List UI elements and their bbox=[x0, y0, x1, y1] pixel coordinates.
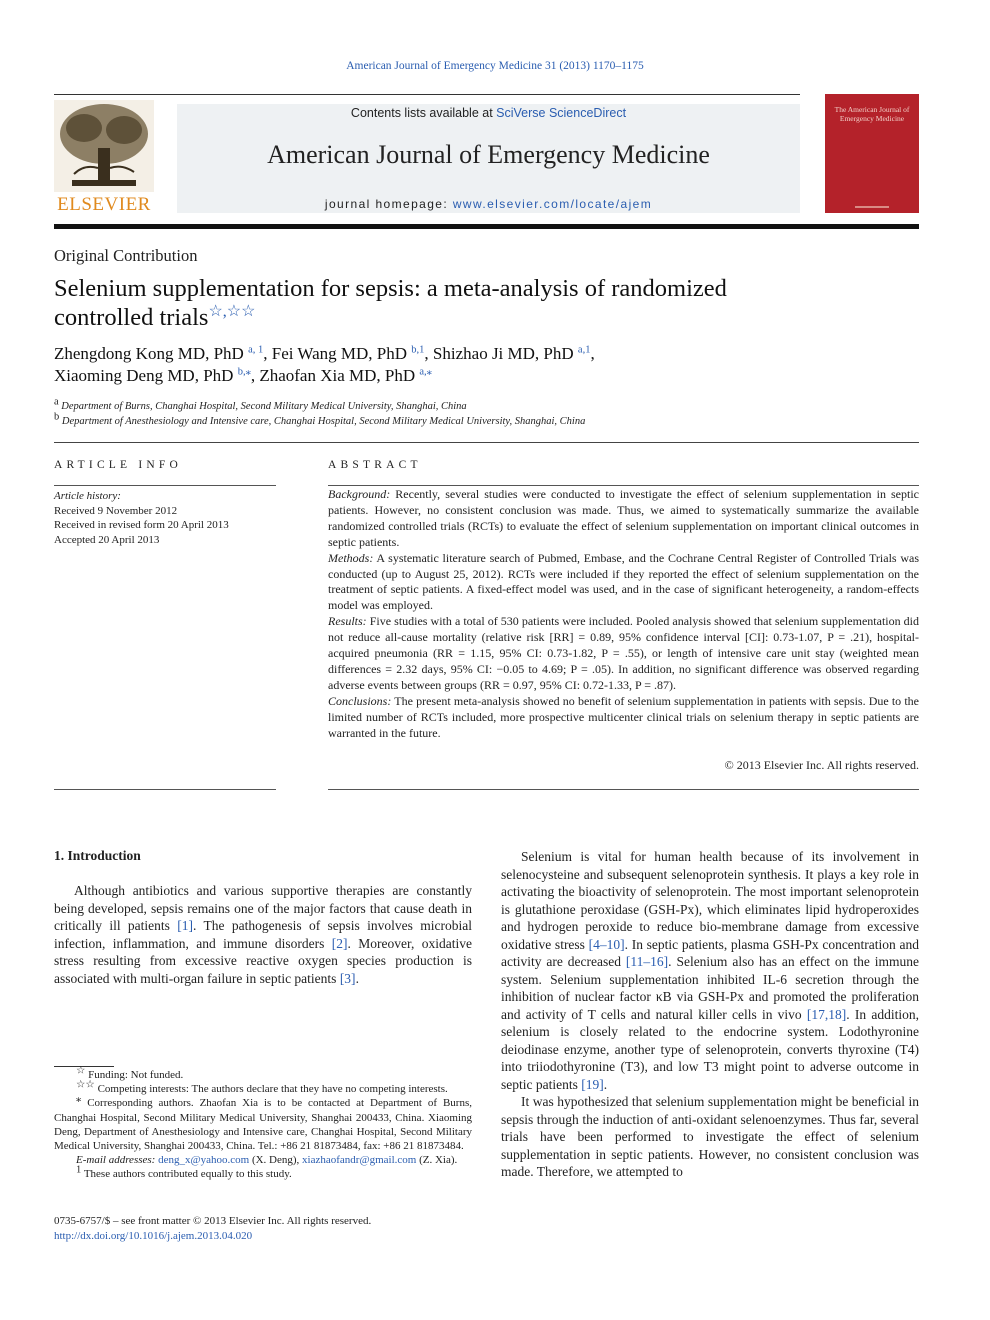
article-info-rule bbox=[54, 485, 276, 486]
author-name: Fei Wang MD, PhD bbox=[271, 344, 408, 363]
received-date: Received 9 November 2012 bbox=[54, 504, 178, 517]
author-sep: , bbox=[424, 344, 433, 363]
reference-link[interactable]: [19] bbox=[581, 1076, 604, 1092]
body-column-right bbox=[501, 848, 919, 1181]
footnote-mark: ⁎ bbox=[76, 1093, 82, 1105]
affiliation-a bbox=[54, 396, 585, 414]
author-name: Zhengdong Kong MD, PhD bbox=[54, 344, 244, 363]
email-link[interactable]: xiazhaofandr@gmail.com bbox=[302, 1154, 417, 1167]
abstract-conclusions bbox=[328, 694, 919, 742]
elsevier-wordmark: ELSEVIER bbox=[57, 194, 151, 215]
body-text: Selenium is vital for human health because of its involvement in selenocysteine and subsequent selenoprotein synthesis. It plays a key role in activating the bioactivity of selenoprotein. The most important selenoprotein is glutathione peroxidase (GSH-Px), which eliminates lipid hydroperoxides and hydrogen peroxide to reduce bio-membrane damage from excessive oxidative stress bbox=[501, 849, 919, 952]
footnote-corresponding bbox=[54, 1093, 473, 1153]
abstract-text: Recently, several studies were conducted to investigate the effect of selenium supplementation in septic patients. However, no consistent conclusion was made. Thus, we aimed to systematically summarize the available randomized controlled trials (RCTs) to evaluate the effect of selenium supplementation on important clinical outcomes in septic patients. bbox=[328, 487, 920, 549]
author-name: Xiaoming Deng MD, PhD bbox=[54, 366, 234, 385]
footnote-mark: 1 bbox=[76, 1164, 82, 1176]
history-label: Article history: bbox=[54, 490, 121, 502]
author-name: Zhaofan Xia MD, PhD bbox=[259, 366, 416, 385]
homepage-link[interactable]: www.elsevier.com/locate/ajem bbox=[452, 197, 653, 211]
footnote-funding bbox=[54, 1065, 472, 1082]
title-line-1: Selenium supplementation for sepsis: a meta-analysis of randomized bbox=[54, 275, 727, 302]
affiliation-text: Department of Burns, Changhai Hospital, Second Military Medical University, Shanghai, China bbox=[61, 401, 467, 412]
sciencedirect-link[interactable]: SciVerse ScienceDirect bbox=[496, 106, 627, 120]
header-thick-rule bbox=[54, 224, 919, 229]
footnote-text: Corresponding authors. Zhaofan Xia is to be contacted at Department of Burns, Changhai Hospital, Second Military Medical University, Shanghai 200433, China. Xiaoming Deng, Department of Anesthesiology and Intensive care, Changhai Hospital, Second Military Medical University, Shanghai 200433, China. Tel.: +86 21 81873484, fax: +86 21 81873484. bbox=[54, 1097, 473, 1153]
reference-link[interactable]: [4–10] bbox=[588, 936, 625, 952]
affiliation-mark: a bbox=[54, 396, 59, 408]
affiliations bbox=[54, 396, 586, 429]
doi-link[interactable]: http://dx.doi.org/10.1016/j.ajem.2013.04.020 bbox=[54, 1229, 253, 1242]
body-text: . Moreover, oxidative stress resulting from excessive reactive oxygen species production is associated with multi-organ failure in septic patients bbox=[54, 935, 472, 986]
section-label: Original Contribution bbox=[54, 246, 198, 265]
author-sep: , bbox=[263, 344, 272, 363]
article-info-bottom-rule bbox=[54, 789, 276, 790]
body-column-left bbox=[54, 882, 472, 987]
author-list bbox=[54, 343, 914, 387]
homepage-prefix: journal homepage: bbox=[324, 197, 453, 211]
author-affil-mark[interactable]: a, 1 bbox=[248, 344, 264, 356]
abstract-rule bbox=[328, 485, 919, 486]
abstract-body bbox=[328, 487, 919, 742]
email-label: E-mail addresses: bbox=[76, 1154, 159, 1167]
reference-link[interactable]: [1] bbox=[177, 918, 194, 933]
affiliation-mark: b bbox=[54, 411, 60, 423]
cover-title: The American Journal of Emergency Medicine bbox=[834, 105, 910, 123]
title-footnote-marks[interactable]: ☆,☆☆ bbox=[208, 302, 256, 320]
footnote-text: These authors contributed equally to this study. bbox=[83, 1168, 292, 1181]
abstract-methods bbox=[328, 551, 919, 615]
affiliation-text: Department of Anesthesiology and Intensive care, Changhai Hospital, Second Military Medical University, Shanghai, China bbox=[61, 416, 586, 427]
title-separator bbox=[54, 442, 919, 443]
abstract-background bbox=[328, 487, 919, 551]
revised-date: Received in revised form 20 April 2013 bbox=[54, 519, 229, 531]
body-text: . The pathogenesis of sepsis involves microbial infection, inflammation, and immune disorders bbox=[54, 918, 472, 951]
reference-link[interactable]: [17,18] bbox=[806, 1006, 847, 1022]
reference-link[interactable]: [3] bbox=[339, 970, 356, 986]
contents-line bbox=[177, 106, 800, 120]
body-paragraph bbox=[54, 882, 472, 987]
abstract-label: Conclusions: bbox=[328, 693, 392, 708]
body-text: . Selenium also has an effect on the immune system. Selenium supplementation inhibited IL-6 secretion through the inhibition of nuclear factor κB via GSH-Px and promoted the proliferation and activity of T cells and natural killer cells in vivo bbox=[501, 954, 919, 1022]
abstract-bottom-rule bbox=[328, 789, 919, 790]
abstract-results bbox=[328, 614, 919, 694]
author-name: Shizhao Ji MD, PhD bbox=[432, 344, 574, 363]
footnote-emails bbox=[54, 1153, 472, 1167]
email-link[interactable]: deng_x@yahoo.com bbox=[158, 1154, 250, 1167]
article-title bbox=[54, 274, 854, 332]
article-info-heading: ARTICLE INFO bbox=[54, 459, 182, 471]
affiliation-b bbox=[54, 411, 586, 429]
body-paragraph: It was hypothesized that selenium supplementation might be beneficial in sepsis through the induction of anti-oxidant selenoenzymes. Thus far, several trials have been performed to investigate the effect of selenium supplementation in septic patients. However, no consistent conclusion was made. Therefore, we attempted to bbox=[501, 1094, 919, 1179]
abstract-label: Background: bbox=[328, 487, 391, 501]
body-paragraph bbox=[501, 848, 919, 1093]
author-affil-mark[interactable]: b,1 bbox=[411, 344, 425, 356]
journal-name: American Journal of Emergency Medicine bbox=[267, 140, 710, 169]
body-text: . bbox=[603, 1076, 608, 1092]
abstract-label: Results: bbox=[328, 614, 367, 629]
journal-citation[interactable]: American Journal of Emergency Medicine 31 (2013) 1170–1175 bbox=[346, 60, 644, 72]
cover-footer-mark bbox=[855, 206, 889, 208]
email-owner: (Z. Xia). bbox=[416, 1154, 458, 1167]
author-affil-mark[interactable]: a,1 bbox=[577, 344, 591, 356]
abstract-text: Five studies with a total of 530 patients were included. Pooled analysis showed that selenium supplementation did not reduce all-cause mortality (relative risk [RR] = 0.89, 95% confidence interval [CI]: 0.73-1.07, P = .21), hospital-acquired pneumonia (RR = 1.15, 95% CI: 0.73-1.82, P = .55), or length of intensive care unit stay (weighted mean differences = 2.32 days, 95% CI: −0.05 to 4.69; P = .05). In addition, no significant difference was observed regarding adverse events between groups (RR = 0.97, 95% CI: 0.72-1.33, P = .87). bbox=[328, 614, 920, 692]
body-text: . bbox=[355, 970, 359, 986]
abstract-label: Methods: bbox=[328, 550, 374, 565]
author-affil-mark[interactable]: a,⁎ bbox=[419, 366, 432, 378]
elsevier-logo bbox=[54, 100, 154, 218]
bottom-meta bbox=[54, 1214, 371, 1243]
journal-homepage-line bbox=[177, 197, 800, 211]
author-sep: , bbox=[250, 366, 260, 385]
body-text: . In septic patients, plasma GSH-Px concentration and activity are decreased bbox=[501, 936, 919, 969]
footnote-text: Competing interests: The authors declare that they have no competing interests. bbox=[97, 1083, 448, 1096]
author-affil-mark[interactable]: b,⁎ bbox=[237, 366, 251, 378]
footnote-equal-contribution bbox=[54, 1164, 472, 1181]
footnote-competing bbox=[54, 1079, 472, 1096]
footnote-text: Funding: Not funded. bbox=[88, 1069, 184, 1081]
abstract-heading: ABSTRACT bbox=[328, 459, 422, 471]
body-text: . In addition, selenium is closely related to the endocrine system. Lodothyronine deiodinase enzyme, another type of selenoprotein, converts thyroxine (T4) into triiodothyronine (T3), and low T3 might point to adverse outcome in septic patients bbox=[501, 1006, 919, 1092]
title-line-2: controlled trials bbox=[54, 304, 209, 331]
footnote-mark: ☆ bbox=[76, 1065, 86, 1077]
abstract-text: The present meta-analysis showed no benefit of selenium supplementation in patients with sepsis. Due to the limited number of RCTs included, more prospective multicenter clinical trials on selenium therapy in septic patients are warranted in the future. bbox=[328, 693, 919, 740]
footnotes bbox=[54, 1065, 473, 1182]
abstract-text: A systematic literature search of Pubmed, Embase, and the Cochrane Central Register of Controlled Trials was conducted (up to August 25, 2012). RCTs were included if they reported the effect of selenium supplementation on the treatment of septic patients. A fixed-effect model was used, and in the case of significant heterogeneity, a random-effects model was employed. bbox=[328, 550, 919, 613]
introduction-heading: 1. Introduction bbox=[54, 848, 141, 863]
header-rule bbox=[54, 94, 800, 95]
accepted-date: Accepted 20 April 2013 bbox=[54, 533, 160, 546]
reference-link[interactable]: [2] bbox=[331, 935, 348, 951]
copyright-notice: © 2013 Elsevier Inc. All rights reserved. bbox=[724, 758, 919, 772]
journal-cover-image bbox=[825, 94, 919, 213]
body-text: Although antibiotics and various supportive therapies are constantly being developed, sepsis remains one of the major factors that cause death in critically ill patients bbox=[54, 883, 472, 933]
author-sep: , bbox=[590, 344, 595, 363]
reference-link[interactable]: [11–16] bbox=[625, 954, 669, 969]
issn-line: 0735-6757/$ – see front matter © 2013 Elsevier Inc. All rights reserved. bbox=[54, 1215, 372, 1227]
article-history bbox=[54, 489, 229, 547]
email-owner: (X. Deng), bbox=[249, 1154, 303, 1167]
contents-prefix: Contents lists available at bbox=[350, 106, 497, 120]
footnote-mark: ☆☆ bbox=[76, 1079, 95, 1091]
